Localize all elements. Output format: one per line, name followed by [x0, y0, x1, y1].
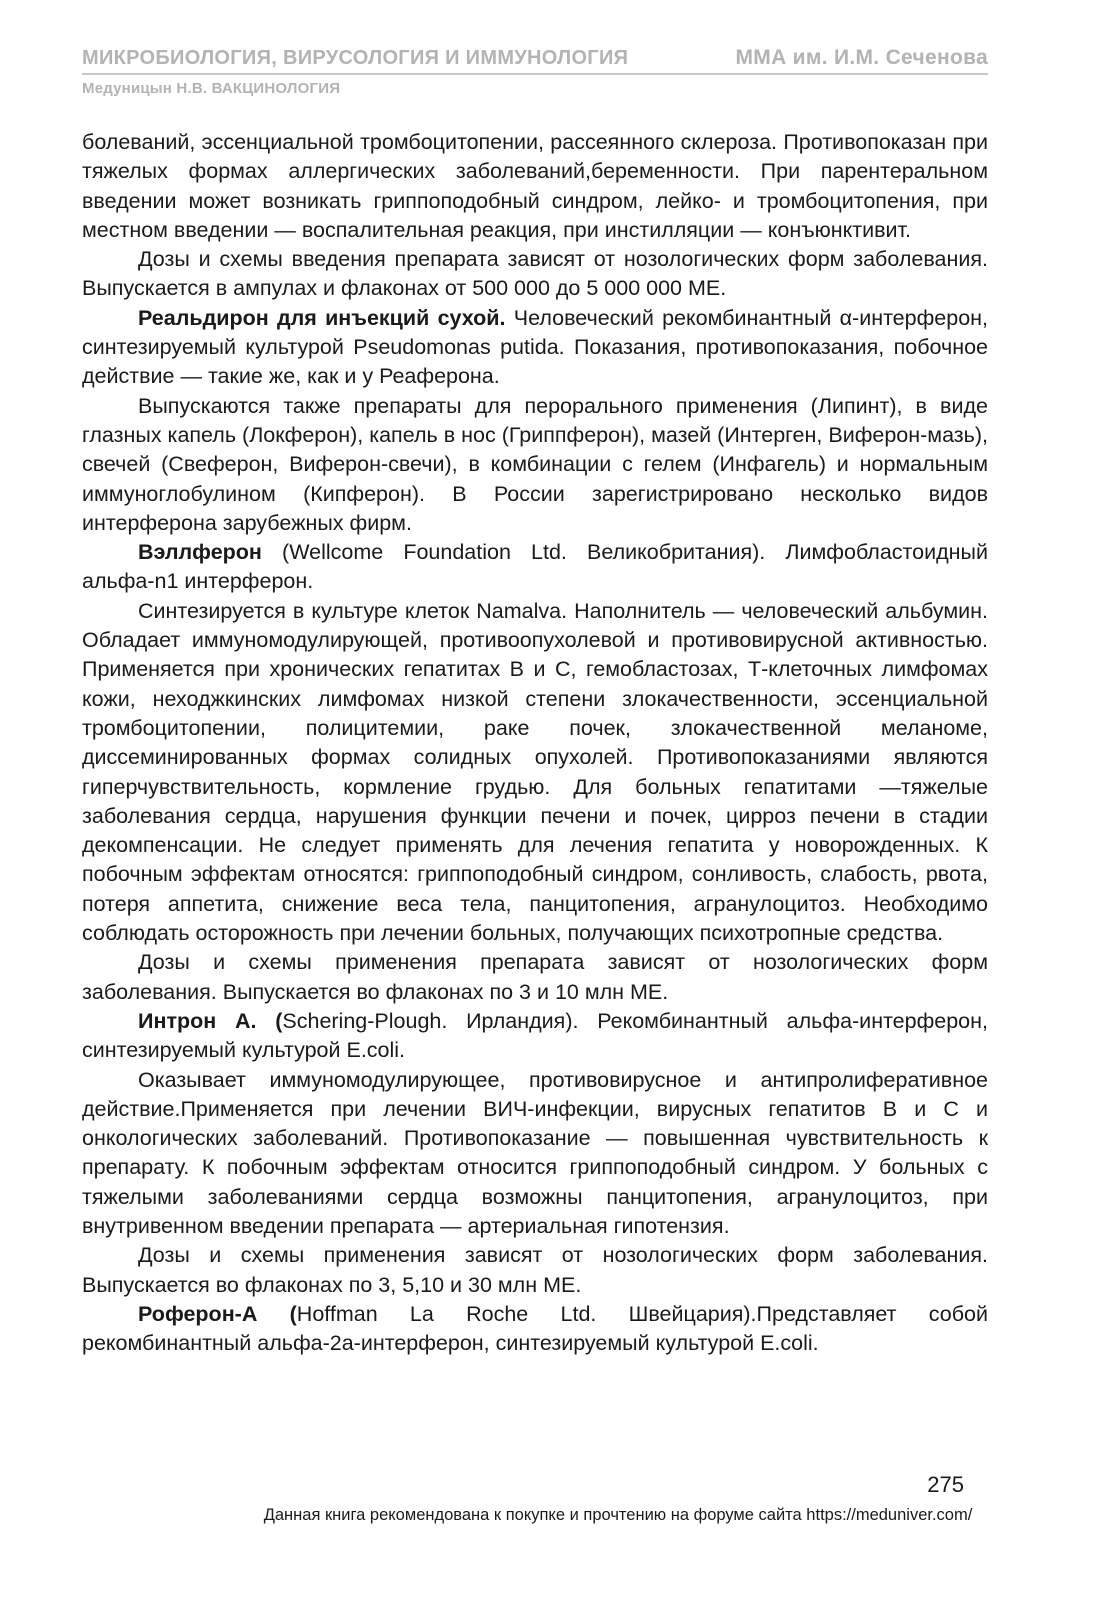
paragraph-roferon [82, 1300, 988, 1359]
paragraph-text: Человеческий рекомбинантный α-интерферон, синтезируемый культурой Pseudomonas putida. Показания, противопоказания, побочное действие — такие же, как и у Реаферона. [82, 305, 989, 389]
paragraph [82, 1241, 988, 1300]
page-body [82, 128, 988, 1358]
footer-text: Данная книга рекомендована к покупке и прочтению на форуме сайта https://meduniver.com/ [263, 1506, 973, 1524]
paragraph [82, 392, 988, 538]
drug-name-realdiron: Реальдирон для инъекций сухой. [138, 305, 506, 330]
header-top-line [82, 46, 988, 75]
paragraph-text: (Wellcome Foundation Ltd. Великобритания). Лимфобластоидный альфа-n1 интерферон. [82, 540, 988, 594]
running-header [82, 46, 988, 97]
paragraph-wellferon [82, 538, 988, 597]
paragraph-text: Оказывает иммуномодулирующее, противовирусное и антипролиферативное действие.Применяется при лечении ВИЧ-инфекции, вирусных гепатитов В и С и онкологических заболеваний. Противопоказание — повышенная чувствительность к препарату. К побочным эффектам относится гриппоподобный синдром. У больных с тяжелыми заболеваниями сердца возможны панцитопения, агранулоцитоз, при внутривенном введении препарата — артериальная гипотензия. [82, 1067, 988, 1238]
footer-note [0, 1506, 1104, 1525]
header-book-title: МИКРОБИОЛОГИЯ, ВИРУСОЛОГИЯ И ИММУНОЛОГИЯ [82, 47, 629, 69]
paragraph-text: Schering-Plough. Ирландия). Рекомбинантный альфа-интерферон, синтезируемый культурой E.coli. [82, 1008, 988, 1063]
paragraph-intron [82, 1007, 988, 1066]
header-publisher: ММА им. И.М. Сеченова [735, 46, 988, 69]
paragraph-text: Hoffman La Roche Ltd. Швейцария).Представляет собой рекомбинантный альфа-2а-интерферон, синтезируемый культурой E.coli. [82, 1301, 988, 1356]
paragraph [82, 597, 988, 949]
paragraph-text: Дозы и схемы применения зависят от нозологических форм заболевания. Выпускается во флаконах по 3, 5,10 и 30 млн МЕ. [82, 1243, 988, 1297]
paragraph [82, 245, 988, 304]
paragraph-text: Выпускаются также препараты для перорального применения (Липинт), в виде глазных капель (Локферон), капель в нос (Гриппферон), мазей (Интерген, Виферон-мазь), свечей (Свеферон, Виферон-свечи), в комбинации с гелем (Инфагель) и нормальным иммуноглобулином (Кипферон). В России зарегистрировано несколько видов интерферона зарубежных фирм. [82, 393, 988, 535]
drug-name-roferon: Роферон-А ( [138, 1301, 297, 1326]
paragraph-text: Дозы и схемы применения препарата зависят от нозологических форм заболевания. Выпускается во флаконах по 3 и 10 млн МЕ. [82, 950, 988, 1004]
paragraph [82, 948, 988, 1007]
paragraph-text: Дозы и схемы введения препарата зависят от нозологических форм заболевания. Выпускается в ампулах и флаконах от 500 000 до 5 000 000 МЕ. [82, 247, 988, 301]
header-author-subtitle: Медуницын Н.В. ВАКЦИНОЛОГИЯ [82, 80, 341, 97]
paragraph-text: Синтезируется в культуре клеток Namalva. Наполнитель — человеческий альбумин. Обладает иммуномодулирующей, противоопухолевой и противовирусной активностью. Применяется при хронических гепатитах В и С, гемобластозах, Т-клеточных лимфомах кожи, неходжкинских лимфомах низкой степени злокачественности, эссенциальной тромбоцитопении, полицитемии, раке почек, злокачественной меланоме, диссеминированных формах солидных опухолей. Противопоказаниями являются гиперчувствительность, кормление грудью. Для больных гепатитами —тяжелые заболевания сердца, нарушения функции печени и почек, цирроз печени в стадии декомпенсации. Не следует применять для лечения гепатита у новорожденных. К побочным эффектам относятся: гриппоподобный синдром, сонливость, слабость, рвота, потеря аппетита, снижение веса тела, панцитопения, агранулоцитоз. Необходимо соблюдать осторожность при лечении больных, получающих психотропные средства. [82, 598, 988, 946]
drug-name-intron: Интрон А. ( [138, 1008, 283, 1033]
paragraph-text: болеваний, эссенциальной тромбоцитопении, рассеянного склероза. Противопоказан при тяжелых формах аллергических заболеваний,беременности. При парентеральном введении может возникать гриппоподобный синдром, лейко- и тромбоцитопения, при местном введении — воспалительная реакция, при инстилляции — конъюнктивит. [82, 130, 988, 242]
paragraph-continued [82, 128, 988, 245]
paragraph-realdiron [82, 304, 988, 392]
paragraph [82, 1066, 988, 1242]
page-number: 275 [927, 1472, 964, 1497]
drug-name-wellferon: Вэллферон [138, 540, 262, 565]
